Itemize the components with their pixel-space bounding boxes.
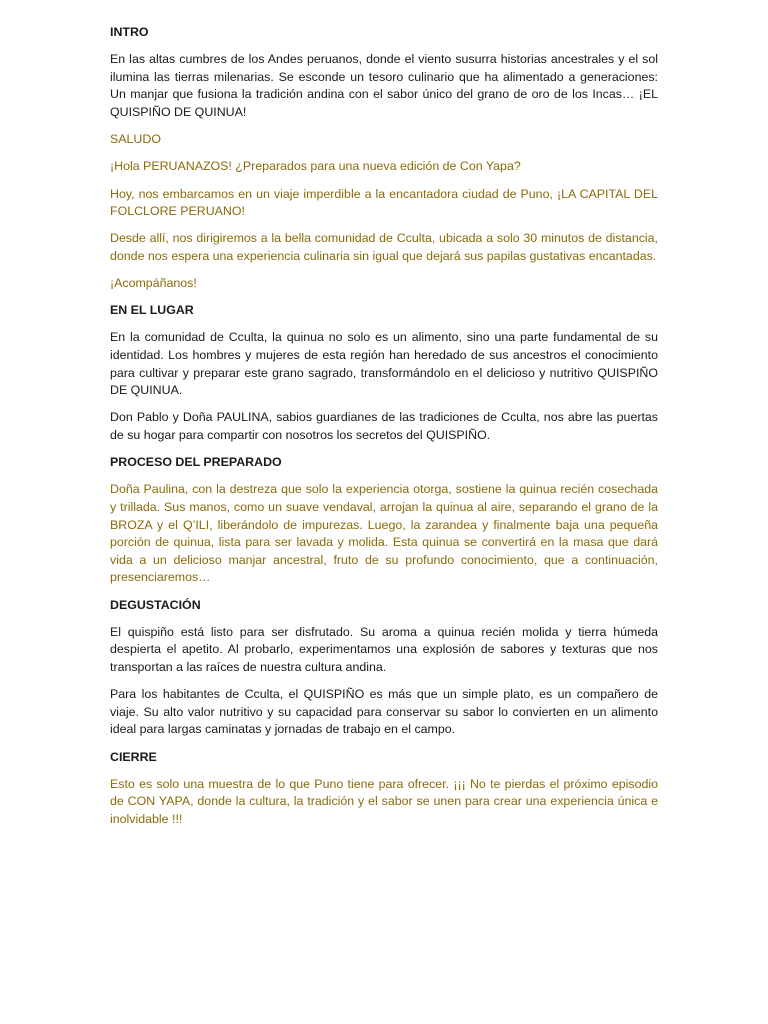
cierre-heading: CIERRE [110,749,157,764]
degustacion-paragraph-2: Para los habitantes de Cculta, el QUISPIÑO es más que un simple plato, es un compañero de viaje. Su alto valor nutritivo y su capacidad para conservar su sabor lo convierten en un alimento ideal para largas caminatas y jornadas de trabajo en el campo. [110,687,658,737]
saludo-paragraph-2: Hoy, nos embarcamos en un viaje imperdible a la encantadora ciudad de Puno, ¡LA CAPITAL DEL FOLCLORE PERUANO! [110,186,658,219]
saludo-paragraph-4: ¡Acompáñanos! [110,276,197,291]
intro-paragraph: En las altas cumbres de los Andes peruanos, donde el viento susurra historias ancestrales y el sol ilumina las tierras milenarias. Se esconde un tesoro culinario que ha alimentado a generaciones: Un manjar que fusiona la tradición andina con el sabor único del grano de oro de los Incas… ¡EL QUISPIÑO DE QUINUA! [110,52,658,119]
degustacion-heading: DEGUSTACIÓN [110,597,201,612]
proceso-paragraph: Doña Paulina, con la destreza que solo la experiencia otorga, sostiene la quinua recién cosechada y trillada. Sus manos, como un suave vendaval, arrojan la quinua al aire, separando el grano de la BROZA y el Q’ILI, liberándolo de impurezas. Luego, la zarandea y finalmente baja una pequeña porción de quinua, lista para ser lavada y molida. Esta quinua se convertirá en la masa que dará vida a un delicioso manjar ancestral, fruto de su profundo conocimiento, que a continuación, presenciaremos… [110,482,658,585]
saludo-heading: SALUDO [110,132,161,147]
cierre-paragraph: Esto es solo una muestra de lo que Puno tiene para ofrecer. ¡¡¡ No te pierdas el próximo episodio de CON YAPA, donde la cultura, la tradición y el sabor se unen para crear una experiencia única e inolvidable !!! [110,776,658,826]
saludo-paragraph-1: ¡Hola PERUANAZOS! ¿Preparados para una nueva edición de Con Yapa? [110,159,521,174]
lugar-heading: EN EL LUGAR [110,303,194,318]
saludo-paragraph-3: Desde allí, nos dirigiremos a la bella comunidad de Cculta, ubicada a solo 30 minutos de distancia, donde nos espera una experiencia culinaria sin igual que dejará sus papilas gustativas encantadas. [110,231,658,263]
proceso-heading: PROCESO DEL PREPARADO [110,455,282,470]
lugar-paragraph-2: Don Pablo y Doña PAULINA, sabios guardianes de las tradiciones de Cculta, nos abre las puertas de su hogar para compartir con nosotros los secretos del QUISPIÑO. [110,410,658,443]
degustacion-paragraph-1: El quispiño está listo para ser disfrutado. Su aroma a quinua recién molida y tierra húmeda despierta el apetito. Al probarlo, experimentamos una explosión de sabores y texturas que nos transportan a las raíces de nuestra cultura andina. [110,624,658,674]
intro-heading: INTRO [110,25,149,39]
document-body [110,24,658,838]
lugar-paragraph-1: En la comunidad de Cculta, la quinua no solo es un alimento, sino una parte fundamental de su identidad. Los hombres y mujeres de esta región han heredado de sus ancestros el conocimiento para cultivar y preparar este grano sagrado, transformándolo en el delicioso y nutritivo QUISPIÑO DE QUINUA. [110,330,658,398]
